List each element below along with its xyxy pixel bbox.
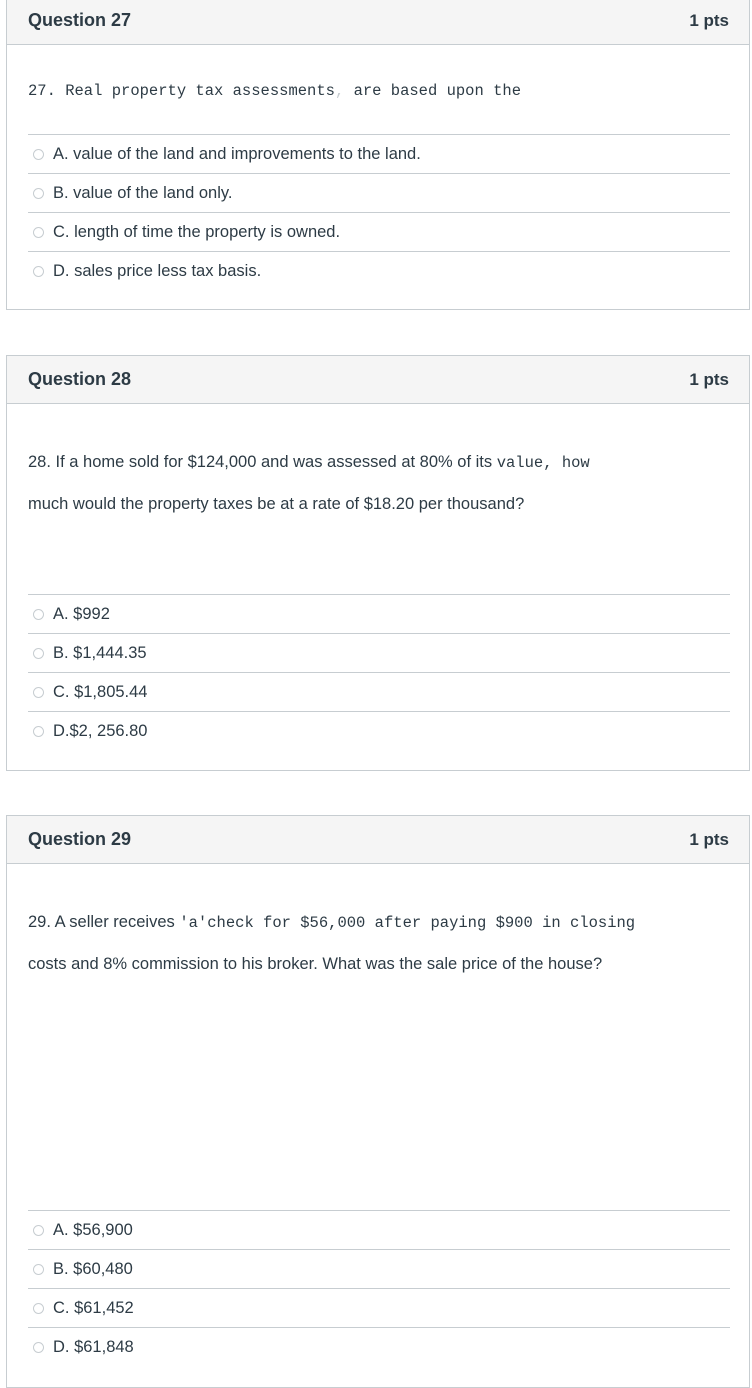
question-points: 1 pts	[689, 829, 729, 849]
question-title: Question 27	[28, 10, 132, 30]
radio-button[interactable]	[33, 149, 44, 160]
radio-button[interactable]	[33, 227, 44, 238]
answer-label: C. length of time the property is owned.	[53, 222, 341, 241]
question-header	[7, 0, 749, 45]
answer-label: C. $61,452	[53, 1298, 134, 1317]
radio-button[interactable]	[33, 609, 44, 620]
question-text-line-2: much would the property taxes be at a rate of $18.20 per thousand?	[28, 495, 525, 513]
answer-option-d[interactable]	[28, 251, 730, 290]
question-points: 1 pts	[689, 369, 729, 389]
radio-button[interactable]	[33, 188, 44, 199]
radio-button[interactable]	[33, 1264, 44, 1275]
answer-label: A. value of the land and improvements to the land.	[53, 144, 421, 163]
answer-list	[28, 134, 730, 290]
answer-list	[28, 1210, 730, 1366]
answer-label: B. value of the land only.	[53, 183, 233, 202]
radio-button[interactable]	[33, 648, 44, 659]
question-27	[6, 0, 750, 310]
answer-label: D.$2, 256.80	[53, 721, 148, 740]
question-title: Question 28	[28, 369, 132, 389]
answer-label: D. sales price less tax basis.	[53, 261, 262, 280]
radio-button[interactable]	[33, 1225, 44, 1236]
answer-option-c[interactable]	[28, 1288, 730, 1327]
radio-button[interactable]	[33, 687, 44, 698]
answer-option-c[interactable]	[28, 212, 730, 251]
answer-option-a[interactable]	[28, 594, 730, 633]
question-points: 1 pts	[689, 10, 729, 30]
answer-label: D. $61,848	[53, 1337, 134, 1356]
answer-option-a[interactable]	[28, 1210, 730, 1249]
radio-button[interactable]	[33, 1303, 44, 1314]
question-header	[7, 356, 749, 404]
answer-label: A. $992	[53, 604, 110, 623]
question-text-line-1: 29. A seller receives 'a'check for $56,000 after paying $900 in closing	[28, 913, 636, 932]
question-28	[6, 355, 750, 771]
question-text: 27. Real property tax assessments, are based upon the	[28, 82, 521, 100]
question-text-line-2: costs and 8% commission to his broker. What was the sale price of the house?	[28, 955, 603, 973]
answer-list	[28, 594, 730, 750]
answer-option-d[interactable]	[28, 1327, 730, 1366]
answer-option-a[interactable]	[28, 134, 730, 173]
answer-option-b[interactable]	[28, 173, 730, 212]
answer-label: A. $56,900	[53, 1220, 133, 1239]
answer-option-c[interactable]	[28, 672, 730, 711]
answer-option-b[interactable]	[28, 633, 730, 672]
answer-option-b[interactable]	[28, 1249, 730, 1288]
answer-label: B. $60,480	[53, 1259, 133, 1278]
radio-button[interactable]	[33, 266, 44, 277]
answer-label: B. $1,444.35	[53, 643, 147, 662]
radio-button[interactable]	[33, 726, 44, 737]
question-29	[6, 815, 750, 1388]
question-header	[7, 816, 749, 864]
answer-label: C. $1,805.44	[53, 682, 148, 701]
question-text-line-1: 28. If a home sold for $124,000 and was assessed at 80% of its value, how	[28, 453, 590, 472]
question-title: Question 29	[28, 829, 132, 849]
answer-option-d[interactable]	[28, 711, 730, 750]
radio-button[interactable]	[33, 1342, 44, 1353]
